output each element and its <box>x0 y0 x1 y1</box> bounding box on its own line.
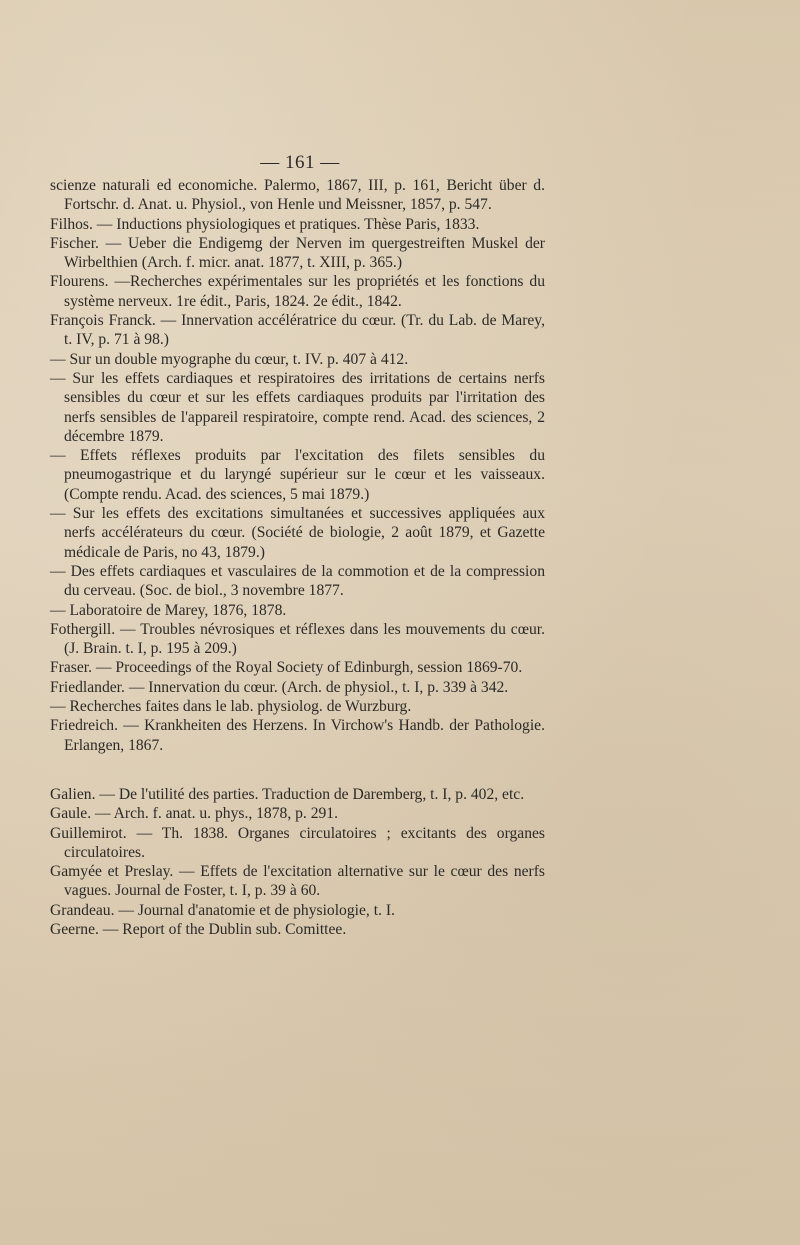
reference-list <box>50 176 545 939</box>
reference-entry: scienze naturali ed economiche. Palermo, 1867, III, p. 161, Bericht über d. Fortschr. d. Anat. u. Physiol., von Henle und Meissner, 1857, p. 547. <box>50 177 545 214</box>
reference-entry: Fraser. — Proceedings of the Royal Society of Edinburgh, session 1869-70. <box>50 659 523 677</box>
reference-entry: — Laboratoire de Marey, 1876, 1878. <box>50 601 287 619</box>
reference-entry: Filhos. — Inductions physiologiques et pratiques. Thèse Paris, 1833. <box>50 215 480 233</box>
reference-entry: Friedreich. — Krankheiten des Herzens. In Virchow's Handb. der Pathologie. Erlangen, 1867. <box>50 717 545 754</box>
reference-entry: — Sur un double myographe du cœur, t. IV. p. 407 à 412. <box>50 350 409 368</box>
reference-entry: Fischer. — Ueber die Endigemg der Nerven im quergestreiften Muskel der Wirbelthien (Arch. f. micr. anat. 1877, t. XIII, p. 365.) <box>50 234 545 272</box>
reference-entry: Gaule. — Arch. f. anat. u. phys., 1878, p. 291. <box>50 805 339 823</box>
reference-entry: — Sur les effets des excitations simultanées et successives appliquées aux nerfs accélérateurs du cœur. (Société de biologie, 2 août 1879, et Gazette médicale de Paris, no 43, 1879.) <box>50 505 545 561</box>
reference-entry: Guillemirot. — Th. 1838. Organes circulatoires ; excitants des organes circulatoires. <box>50 824 545 861</box>
page-number: — 161 — <box>260 152 340 173</box>
reference-entry: Galien. — De l'utilité des parties. Traduction de Daremberg, t. I, p. 402, etc. <box>50 785 525 803</box>
reference-entry: Grandeau. — Journal d'anatomie et de physiologie, t. I. <box>50 901 395 919</box>
reference-entry: — Des effets cardiaques et vasculaires de la commotion et de la compression du cerveau. (Soc. de biol., 3 novembre 1877. <box>50 562 545 600</box>
reference-entry: — Effets réflexes produits par l'excitation des filets sensibles du pneumogastrique et du laryngé supérieur sur le cœur et les vaisseaux. (Compte rendu. Acad. des sciences, 5 mai 1879.) <box>50 447 545 503</box>
reference-entry: Geerne. — Report of the Dublin sub. Comittee. <box>50 920 347 938</box>
reference-entry: Flourens. —Recherches expérimentales sur les propriétés et les fonctions du système nerveux. 1re édit., Paris, 1824. 2e édit., 1842. <box>50 273 545 310</box>
reference-entry: — Sur les effets cardiaques et respiratoires des irritations de certains nerfs sensibles du cœur et sur les effets cardiaques produits par l'irritation des nerfs sensibles de l'appareil respiratoire, compte rend. Acad. des sciences, 2 décembre 1879. <box>50 369 545 445</box>
reference-entry: Fothergill. — Troubles névrosiques et réflexes dans les mouvements du cœur. (J. Brain. t. I, p. 195 à 209.) <box>50 620 545 658</box>
reference-entry: François Franck. — Innervation accélératrice du cœur. (Tr. du Lab. de Marey, t. IV, p. 71 à 98.) <box>50 312 545 349</box>
reference-entry: Friedlander. — Innervation du cœur. (Arch. de physiol., t. I, p. 339 à 342. <box>50 678 509 696</box>
reference-entry: — Recherches faites dans le lab. physiolog. de Wurzburg. <box>50 698 412 716</box>
reference-entry: Gamyée et Preslay. — Effets de l'excitation alternative sur le cœur des nerfs vagues. Journal de Foster, t. I, p. 39 à 60. <box>50 863 545 900</box>
